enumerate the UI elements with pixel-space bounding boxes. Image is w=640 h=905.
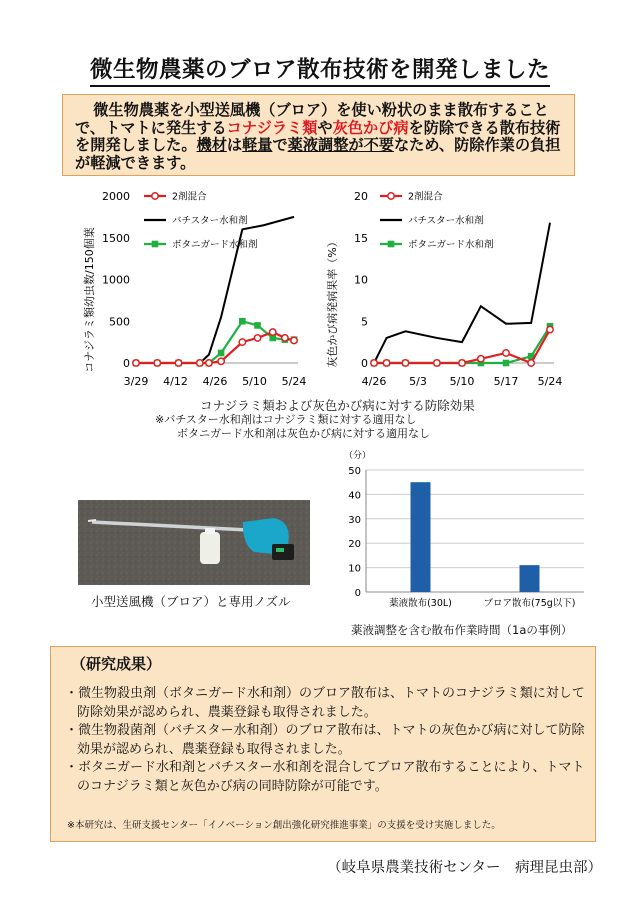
highlight-gray-mold: 灰色かび病 <box>332 118 409 137</box>
data-point-mix <box>459 360 465 366</box>
data-point-mix <box>282 335 288 341</box>
data-point-mix <box>175 360 181 366</box>
data-point-mix <box>383 360 389 366</box>
x-tick-label: 5/10 <box>242 375 267 388</box>
series-line-botanigard <box>136 321 294 363</box>
organization-credit: （岐阜県農業技術センター 病理昆虫部） <box>327 860 602 876</box>
page-title: 微生物農薬のブロア散布技術を開発しました <box>0 52 640 84</box>
y-tick-label: 20 <box>354 190 368 203</box>
whitefly-line-chart <box>60 186 320 391</box>
legend-label-botanigard: ボタニガード水和剤 <box>408 239 494 251</box>
x-tick-label: 5/24 <box>281 375 307 388</box>
legend-marker-mix <box>152 193 158 199</box>
x-tick-label: 5/10 <box>449 375 475 388</box>
blower-photo <box>78 500 310 585</box>
data-point-botanigard <box>254 322 261 329</box>
data-point-mix <box>434 360 440 366</box>
note-1: ※バチスター水和剤はコナジラミ類に対する適用なし <box>155 413 417 426</box>
legend-label-mix: 2剤混合 <box>408 191 443 203</box>
funding-footnote: ※本研究は、生研支援センター「イノベーション創出強化研究推進事業」の支援を受け実施しました。 <box>67 820 501 831</box>
y-tick-label: 10 <box>348 563 361 575</box>
data-point-botanigard <box>239 318 246 325</box>
result-item: ・ 微生物殺虫剤（ボタニガード水和剤）のブロア散布は、トマトのコナジラミ類に対して防除効果が認められ、農薬登録も取得されました。 <box>61 685 587 722</box>
y-tick-label: 50 <box>348 466 361 477</box>
results-box <box>50 646 596 842</box>
data-point-mix <box>197 360 203 366</box>
bar <box>411 482 431 592</box>
data-point-botanigard <box>503 360 510 367</box>
y-tick-label: 15 <box>354 231 368 245</box>
y-tick-label: 0 <box>123 357 130 370</box>
y-tick-label: 5 <box>361 315 368 329</box>
photo-caption: 小型送風機（ブロア）と専用ノズル <box>91 594 291 609</box>
y-axis-label: 灰色かび病発病果率（%） <box>326 236 339 368</box>
y-tick-label: 0 <box>361 357 368 370</box>
legend-label-botanigard: ボタニガード水和剤 <box>172 239 258 251</box>
results-list <box>61 685 587 796</box>
data-point-mix <box>547 326 553 332</box>
y-tick-label: 30 <box>348 514 361 526</box>
legend-label-mix: 2剤混合 <box>172 191 207 203</box>
legend-label-bachister: バチスター水和剤 <box>172 215 248 227</box>
data-point-mix <box>270 329 276 335</box>
y-tick-label: 0 <box>354 588 361 599</box>
x-category-label: 薬液散布(30L) <box>389 598 452 609</box>
data-point-botanigard <box>218 350 225 357</box>
legend-marker-botanigard <box>388 241 395 248</box>
x-tick-label: 4/12 <box>163 375 188 388</box>
data-point-mix <box>291 337 297 343</box>
result-item: ・ ボタニガード水和剤とバチスター水和剤を混合してブロア散布することにより、トマトのコナジラミ類と灰色かび病の同時防除が可能です。 <box>61 759 587 796</box>
legend-label-bachister: バチスター水和剤 <box>408 215 484 227</box>
x-tick-label: 5/24 <box>537 375 563 388</box>
results-heading: （研究成果） <box>71 655 162 673</box>
data-point-mix <box>478 356 484 362</box>
highlight-whitefly: コナジラミ類 <box>226 118 318 137</box>
data-point-mix <box>254 335 260 341</box>
y-tick-label: 40 <box>348 490 361 502</box>
data-point-mix <box>402 360 408 366</box>
y-tick-label: 500 <box>109 315 130 329</box>
data-point-mix <box>503 350 509 356</box>
x-tick-label: 5/3 <box>409 375 427 388</box>
x-tick-label: 4/26 <box>361 375 387 388</box>
x-category-label: ブロア散布(75g以下) <box>483 598 576 609</box>
y-tick-label: 20 <box>348 539 361 551</box>
data-point-mix <box>133 360 139 366</box>
data-point-mix <box>218 358 224 364</box>
x-tick-label: 5/17 <box>493 375 519 388</box>
y-tick-label: 1000 <box>102 273 130 287</box>
bar <box>520 565 540 592</box>
series-line-botanigard <box>374 326 550 363</box>
y-axis-unit-label: （分） <box>344 451 372 461</box>
gray-mold-line-chart <box>322 186 582 391</box>
data-point-mix <box>154 360 160 366</box>
intro-box: 微生物農薬を小型送風機（ブロア）を使い粉状のまま散布することで、トマトに発生するコナジラミ類や灰色かび病を防除できる散布技術を開発しました。機材は軽量で薬液調整が不要なため、防除作業の負担が軽減できます。 <box>62 94 575 176</box>
y-tick-label: 1500 <box>102 231 130 245</box>
y-axis-label: コナジラミ類幼虫数/150個葉 <box>83 227 96 373</box>
x-tick-label: 4/26 <box>202 375 228 388</box>
legend-marker-botanigard <box>152 241 159 248</box>
legend-marker-mix <box>388 193 394 199</box>
work-time-bar-chart <box>336 448 598 618</box>
data-point-mix <box>206 360 212 366</box>
line-charts-caption: コナジラミ類および灰色かび病に対する防除効果 <box>200 398 475 413</box>
data-point-mix <box>528 360 534 366</box>
result-item: ・ 微生物殺菌剤（バチスター水和剤）のブロア散布は、トマトの灰色かび病に対して防除効果が認められ、農薬登録も取得されました。 <box>61 722 587 759</box>
x-tick-label: 3/29 <box>123 375 149 388</box>
y-tick-label: 2000 <box>102 190 130 203</box>
bar-chart-caption: 薬液調整を含む散布作業時間（1aの事例） <box>351 623 573 637</box>
note-2: ボタニガード水和剤は灰色かび病に対する適用なし <box>177 427 430 440</box>
data-point-mix <box>239 339 245 345</box>
data-point-mix <box>371 360 377 366</box>
y-tick-label: 10 <box>354 273 368 287</box>
